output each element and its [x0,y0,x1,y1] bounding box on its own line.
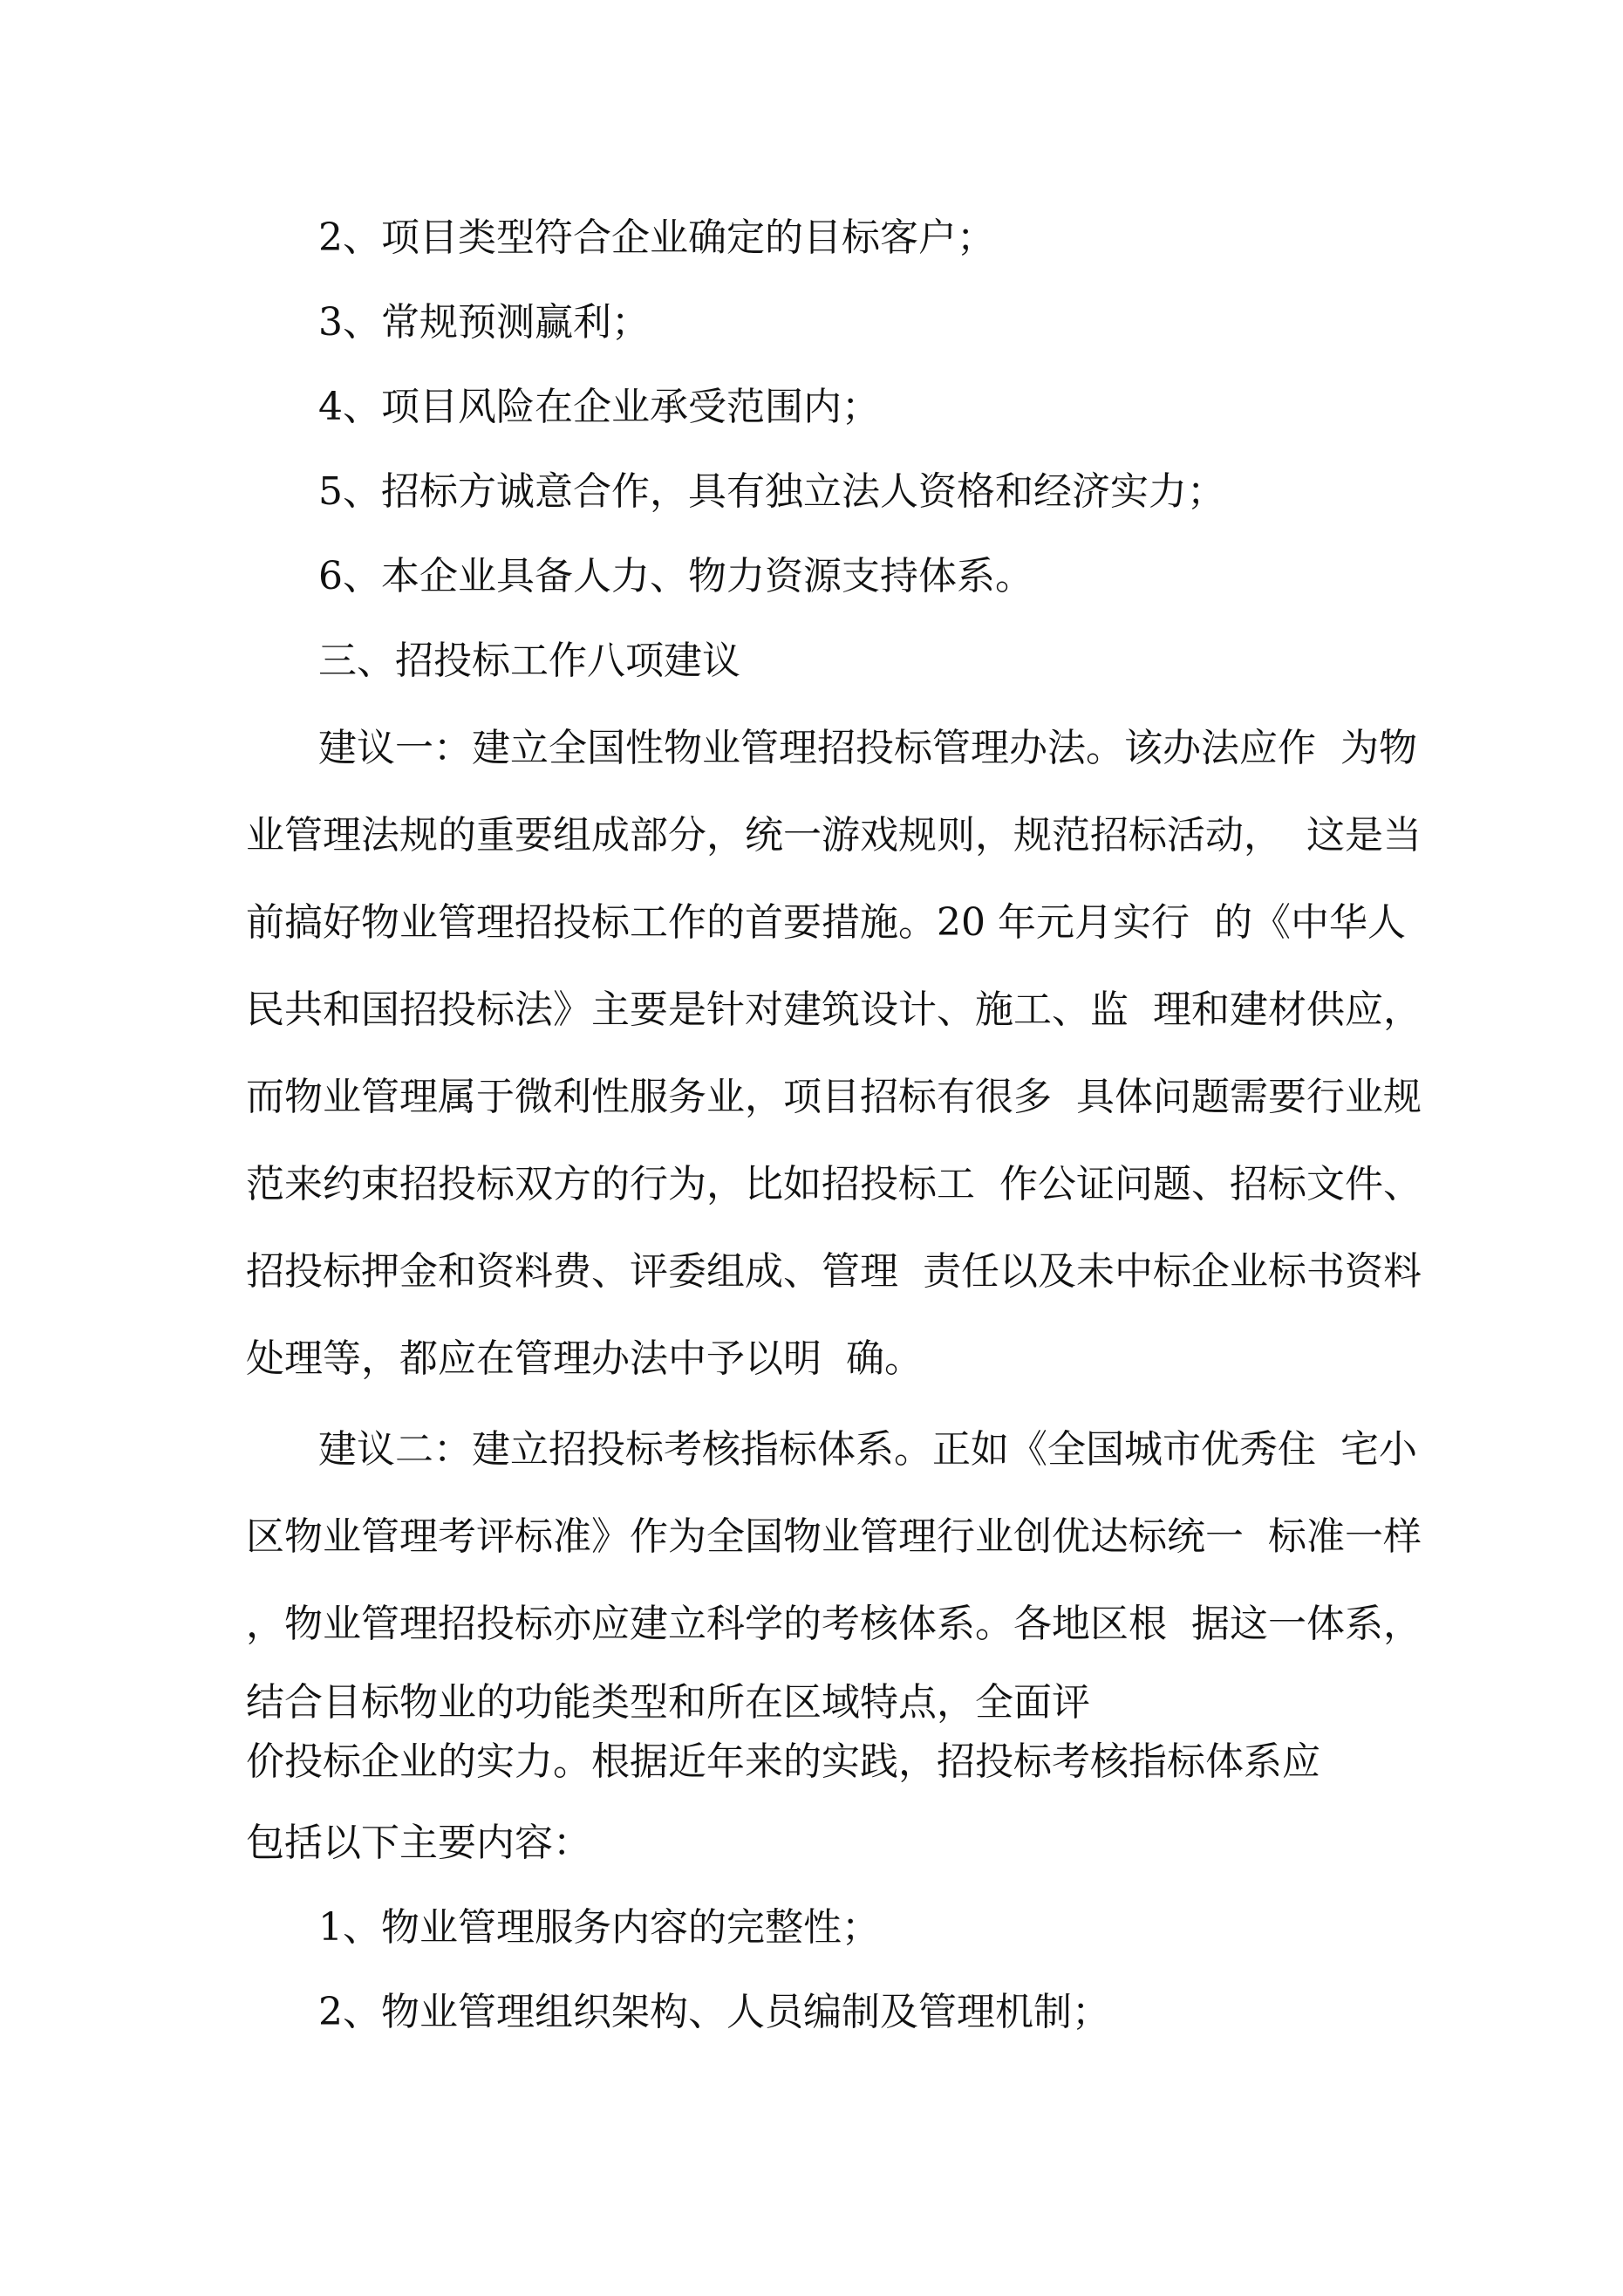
paragraph-line: 范来约束招投标双方的行为，比如招投标工 作公证问题、招标文件、 [246,1162,1422,1206]
list-item: 4、项目风险在企业承受范围内； [318,385,880,429]
paragraph-line: ，物业管理招投标亦应建立科学的考核体系。各地区根 据这一体系， [246,1602,1422,1646]
list-item: 1、物业管理服务内容的完整性； [318,1905,880,1950]
list-item: 6、本企业具备人力、物力资源支持体系。 [318,554,1033,598]
list-item: 5、招标方诚意合作，具有独立法人资格和经济实力； [318,469,1225,514]
list-item: 3、常规预测赢利； [318,300,650,345]
paragraph-line: 价投标企业的实力。根据近年来的实践，招投标考核指标体系应 [246,1739,1320,1784]
paragraph-line: 建议二：建立招投标考核指标体系。正如《全国城市优秀住 宅小 [318,1427,1417,1472]
paragraph-line: 而物业管理属于微利性服务业，项目招标有很多 具体问题需要行业规 [246,1075,1422,1119]
paragraph-line: 业管理法规的重要组成部分，统一游戏规则，规范招标活动， 这是当 [246,813,1422,858]
paragraph-line: 处理等，都应在管理办法中予以明 确。 [246,1336,923,1381]
list-item: 2、物业管理组织架构、人员编制及管理机制； [318,1990,1110,2034]
paragraph-line: 包括以下主要内容： [246,1821,591,1865]
list-item: 2、项目类型符合企业确定的目标客户； [318,215,995,260]
paragraph-line: 结合目标物业的功能类型和所在区域特点，全面评 [246,1680,1090,1725]
section-heading: 三、招投标工作八项建议 [318,639,740,683]
paragraph-line: 建议一：建立全国性物业管理招投标管理办法。该办法应作 为物 [318,726,1417,770]
paragraph-line: 区物业管理考评标准》作为全国物业管理行业创优达标统一 标准一样 [246,1514,1422,1559]
paragraph-line: 招投标押金和资料费、评委组成、管理 责任以及未中标企业标书资料 [246,1249,1422,1294]
paragraph-line: 民共和国招投标法》主要是针对建筑设计、施工、监 理和建材供应， [246,987,1422,1032]
paragraph-line: 前搞好物业管理招投标工作的首要措施。20 年元月实行 的《中华人 [246,900,1406,945]
